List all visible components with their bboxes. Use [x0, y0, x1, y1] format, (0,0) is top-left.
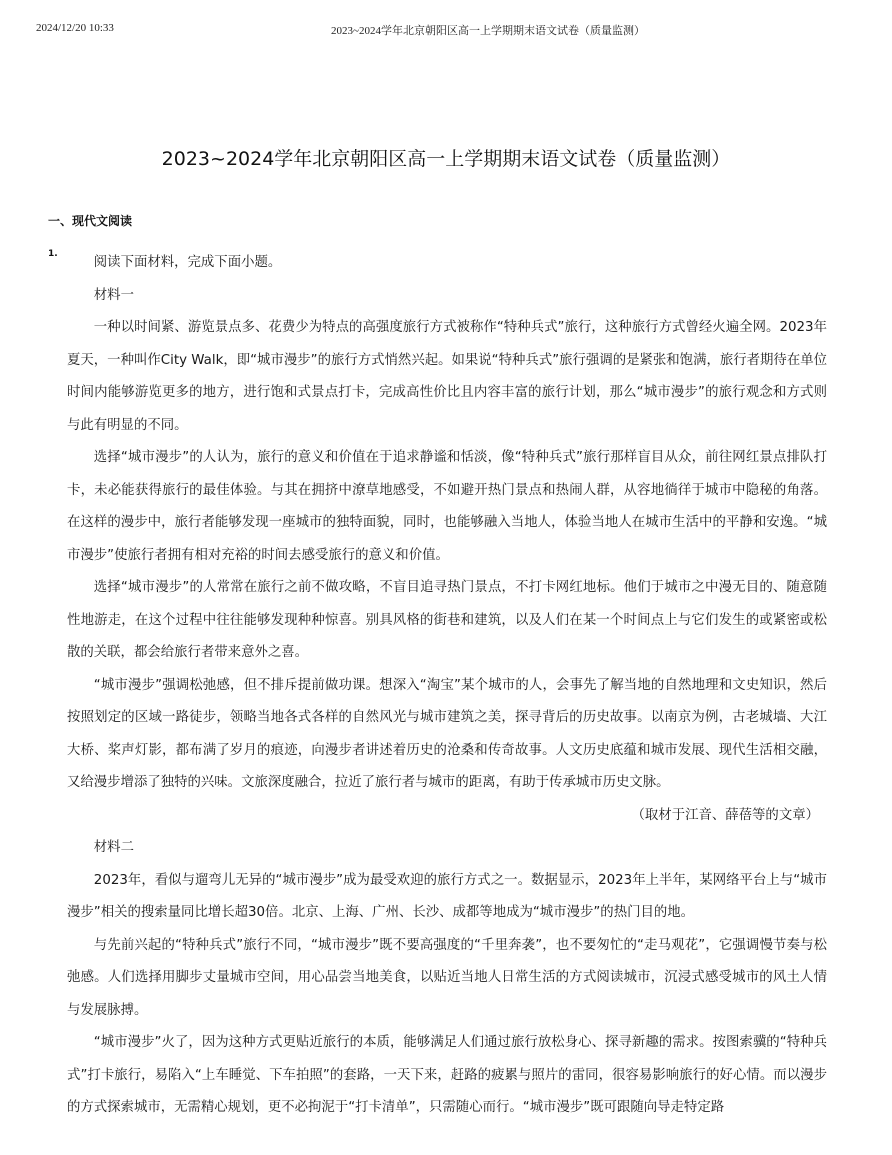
header-document-title: 2023~2024学年北京朝阳区高一上学期期末语文试卷（质量监测） [331, 25, 645, 37]
question-content [67, 247, 827, 1125]
paragraph: 选择“城市漫步”的人认为，旅行的意义和价值在于追求静谧和恬淡，像“特种兵式”旅行那样盲目从众，前往网红景点排队打卡，未必能获得旅行的最佳体验。与其在拥挤中潦草地感受，不如避开热门景点和热闹人群，从容地徜徉于城市中隐秘的角落。在这样的漫步中，旅行者能够发现一座城市的独特面貌，同时，也能够融入当地人，体验当地人在城市生活中的平静和安逸。“城市漫步”使旅行者拥有相对充裕的时间去感受旅行的意义和价值。 [67, 450, 827, 563]
section-heading: 一、现代文阅读 [48, 214, 133, 228]
paragraph: “城市漫步”火了，因为这种方式更贴近旅行的本质，能够满足人们通过旅行放松身心、探寻新趣的需求。按图索骥的“特种兵式”打卡旅行，易陷入“上车睡觉、下车拍照”的套路，一天下来，赶路的疲累与照片的雷同，很容易影响旅行的好心情。而以漫步的方式探索城市，无需精心规划，更不必拘泥于“打卡清单”，只需随心而行。“城市漫步”既可跟随向导走特定路 [67, 1035, 827, 1115]
material-two-label: 材料二 [93, 840, 134, 855]
material-one-label: 材料一 [93, 287, 134, 303]
page-title: 2023~2024学年北京朝阳区高一上学期期末语文试卷（质量监测） [161, 148, 731, 170]
header-date: 2024/12/20 10:33 [36, 22, 114, 34]
source-citation: （取材于江音、薛蓓等的文章） [631, 807, 819, 823]
paragraph: 选择“城市漫步”的人常常在旅行之前不做攻略，不盲目追寻热门景点，不打卡网红地标。他们于城市之中漫无目的、随意随性地游走，在这个过程中往往能够发现种种惊喜。别具风格的街巷和建筑，以及人们在某一个时间点上与它们发生的或紧密或松散的关联，都会给旅行者带来意外之喜。 [67, 580, 827, 660]
question-number: 1. [48, 249, 58, 259]
paragraph: 2023年，看似与遛弯儿无异的“城市漫步”成为最受欢迎的旅行方式之一。数据显示，2023年上半年，某网络平台上与“城市漫步”相关的搜索量同比增长超30倍。北京、上海、广州、长沙、成都等地成为“城市漫步”的热门目的地。 [67, 872, 827, 920]
paragraph: “城市漫步”强调松弛感，但不排斥提前做功课。想深入“淘宝”某个城市的人，会事先了解当地的自然地理和文史知识，然后按照划定的区域一路徒步，领略当地各式各样的自然风光与城市建筑之美，探寻背后的历史故事。以南京为例，古老城墙、大江大桥、桨声灯影，都布满了岁月的痕迹，向漫步者讲述着历史的沧桑和传奇故事。人文历史底蕴和城市发展、现代生活相交融，又给漫步增添了独特的兴味。文旅深度融合，拉近了旅行者与城市的距离，有助于传承城市历史文脉。 [67, 677, 827, 790]
paragraph: 与先前兴起的“特种兵式”旅行不同，“城市漫步”既不要高强度的“千里奔袭”，也不要匆忙的“走马观花”，它强调慢节奏与松弛感。人们选择用脚步丈量城市空间，用心品尝当地美食，以贴近当地人日常生活的方式阅读城市，沉浸式感受城市的风土人情与发展脉搏。 [67, 937, 827, 1018]
paragraph: 一种以时间紧、游览景点多、花费少为特点的高强度旅行方式被称作“特种兵式”旅行，这种旅行方式曾经火遍全网。2023年夏天，一种叫作City Walk，即“城市漫步”的旅行方式悄然兴起。如果说“特种兵式”旅行强调的是紧张和饱满，旅行者期待在单位时间内能够游览更多的地方，进行饱和式景点打卡，完成高性价比且内容丰富的旅行计划，那么“城市漫步”的旅行观念和方式则与此有明显的不同。 [67, 320, 827, 433]
instruction-text: 阅读下面材料，完成下面小题。 [93, 255, 282, 270]
